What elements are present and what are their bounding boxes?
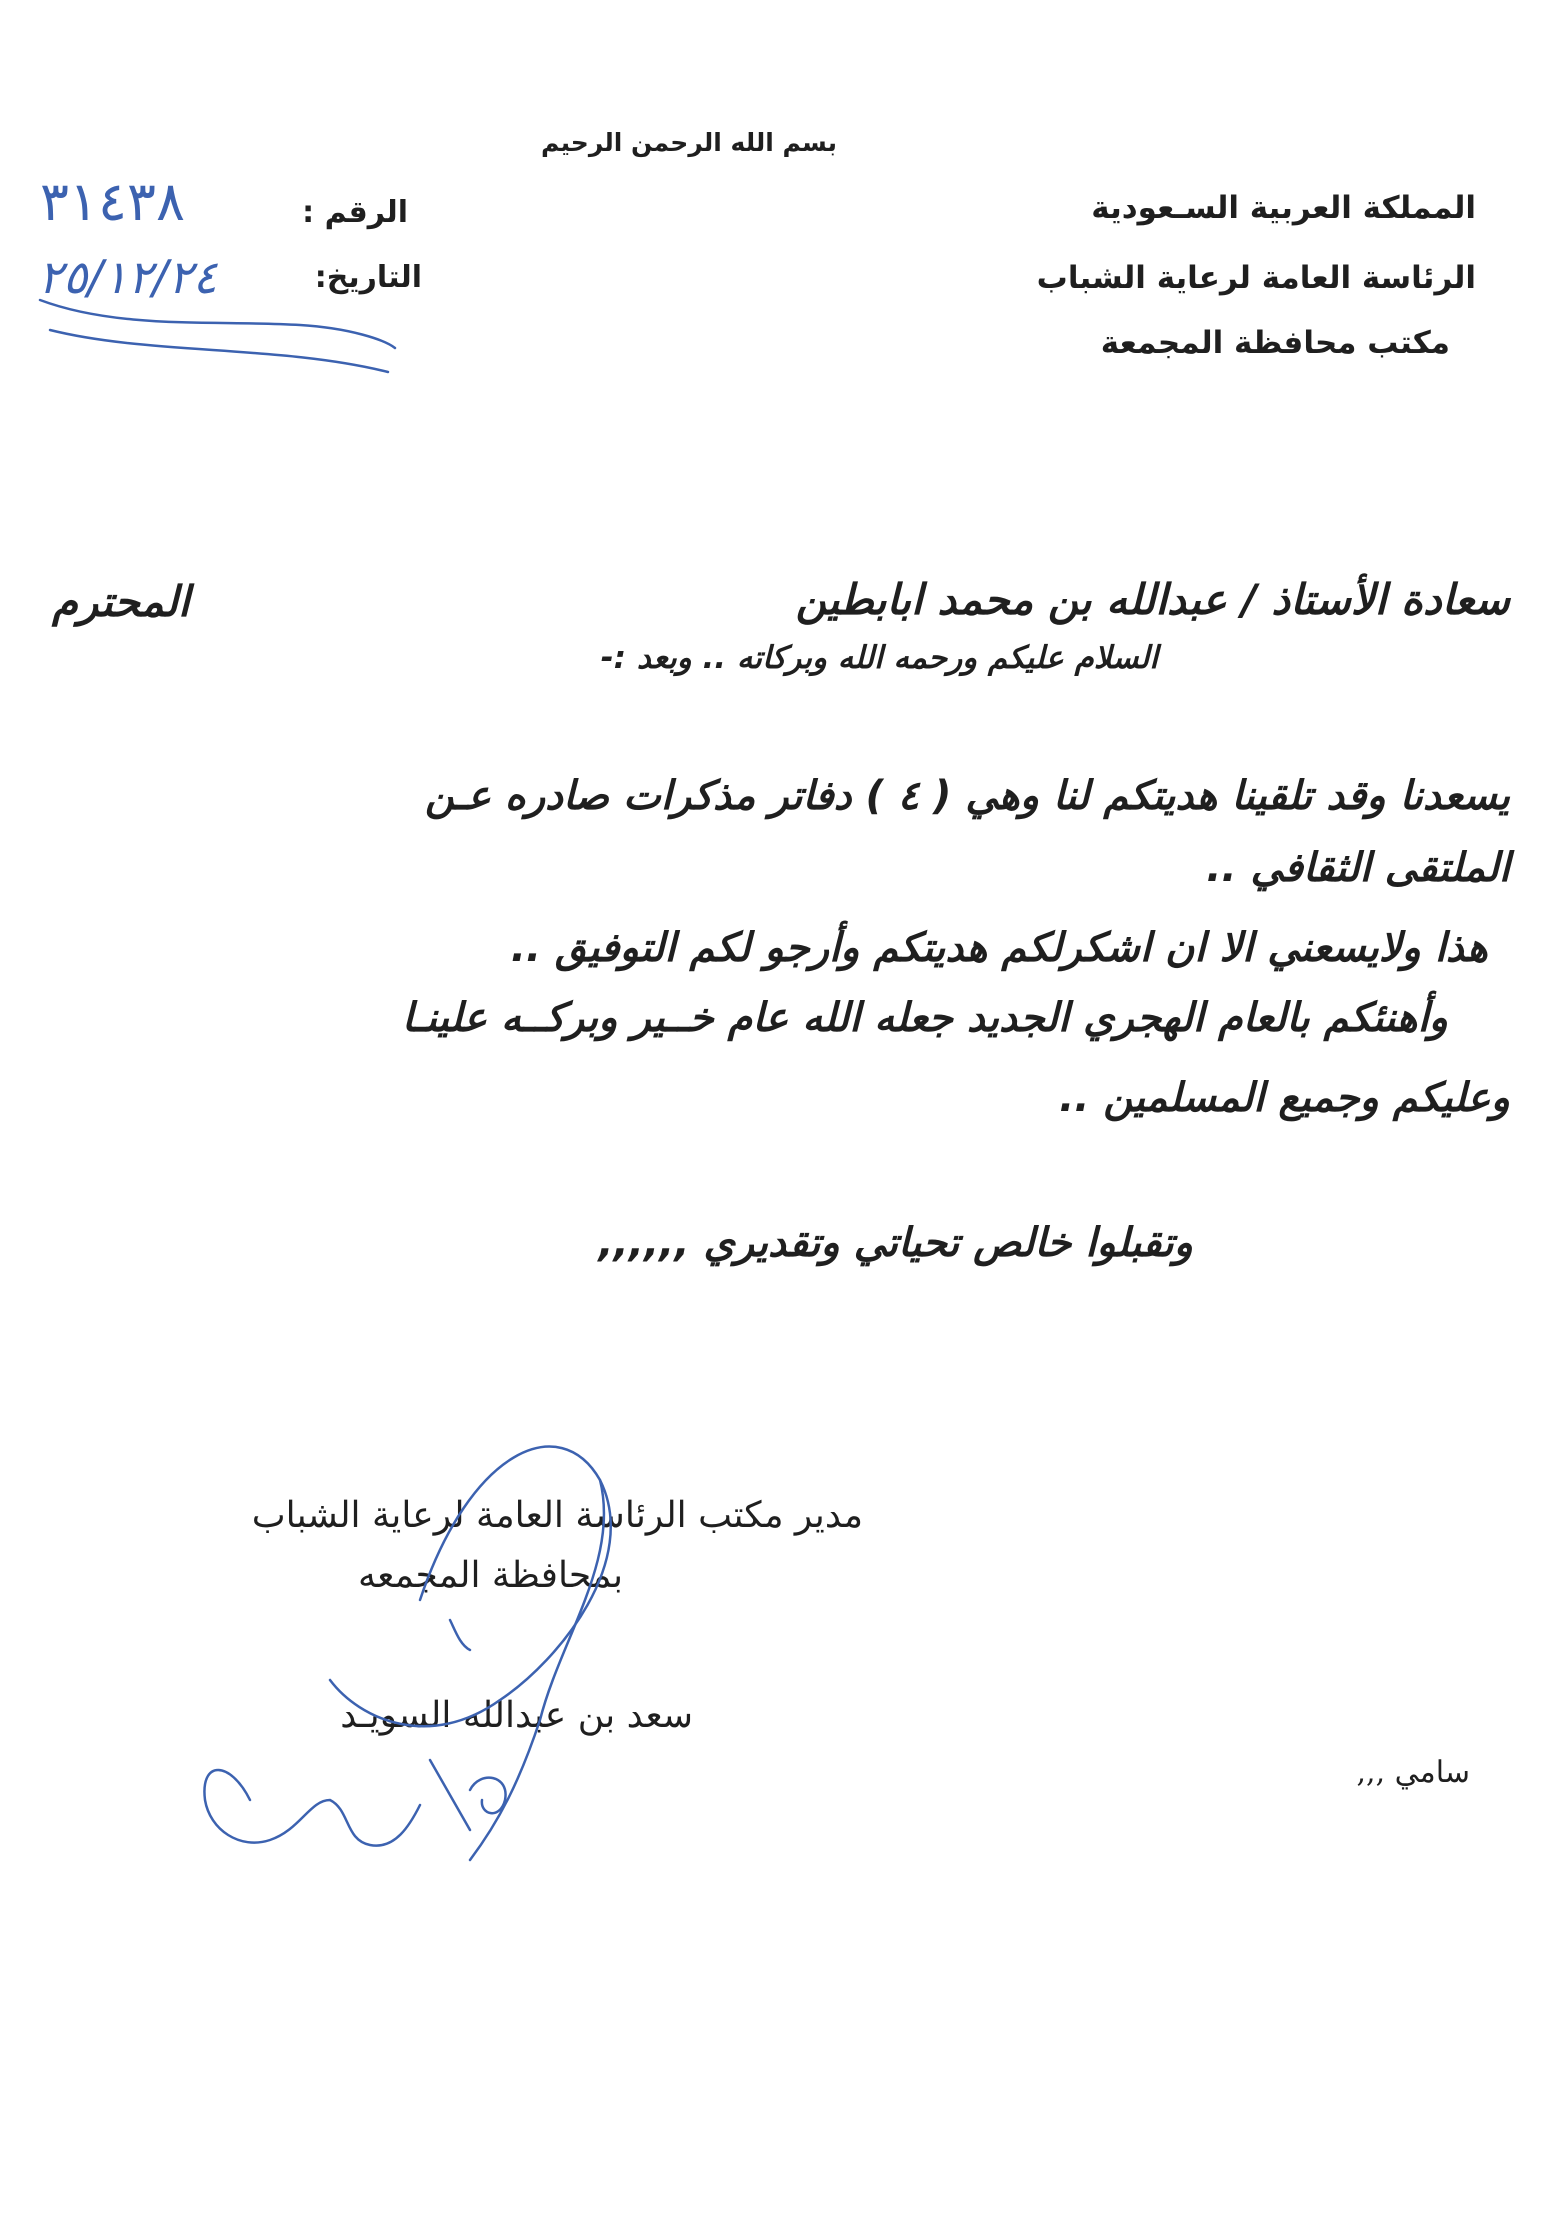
bismillah: بسم الله الرحمن الرحيم xyxy=(541,128,837,157)
org-line-presidency: الرئاسة العامة لرعاية الشباب xyxy=(1036,260,1476,296)
reference-number-handwritten: ٣١٤٣٨ xyxy=(40,170,186,233)
date-underline-stroke xyxy=(40,300,395,348)
signature-curl-stroke xyxy=(470,1778,506,1814)
salutation: سعادة الأستاذ / عبدالله بن محمد ابابطين xyxy=(795,575,1510,624)
signatory-name: سعد بن عبدالله السويـد xyxy=(340,1695,693,1736)
date-label: التاريخ: xyxy=(314,260,422,295)
reference-label: الرقم : xyxy=(302,195,408,230)
org-line-kingdom: المملكة العربية السـعودية xyxy=(1091,190,1476,226)
signature-initials-stroke xyxy=(204,1770,420,1846)
date-handwritten: ٢٥/١٢/٢٤ xyxy=(38,250,218,304)
body-line: يسعدنا وقد تلقينا هديتكم لنا وهي ( ٤ ) دفاتر مذكرات صادره عـن xyxy=(424,773,1510,819)
closing-line: وتقبلوا خالص تحياتي وتقديري ,,,,,, xyxy=(598,1220,1193,1266)
org-line-office: مكتب محافظة المجمعة xyxy=(1100,325,1450,361)
body-line: هذا ولايسعني الا ان اشكرلكم هديتكم وأرجو لكم التوفيق .. xyxy=(510,925,1488,971)
body-line: وأهنئكم بالعام الهجري الجديد جعله الله عام خــير وبركــه علينـا xyxy=(401,995,1448,1041)
ref-underline-stroke xyxy=(50,330,388,372)
body-line: الملتقى الثقافي .. xyxy=(1206,845,1510,891)
honorific: المحترم xyxy=(52,577,190,626)
signatory-title: مدير مكتب الرئاسة العامة لرعاية الشباب xyxy=(251,1495,863,1536)
body-line: وعليكم وجميع المسلمين .. xyxy=(1059,1075,1510,1121)
signature-loop-stroke xyxy=(330,1447,611,1727)
signature-slash-stroke xyxy=(430,1760,470,1830)
sami-note: سامي ,,, xyxy=(1356,1755,1470,1790)
signature-mark-stroke xyxy=(450,1620,470,1650)
signatory-location: بمحافظة المجمعه xyxy=(357,1555,623,1596)
greeting: السلام عليكم ورحمه الله وبركاته .. وبعد :- xyxy=(600,640,1158,676)
